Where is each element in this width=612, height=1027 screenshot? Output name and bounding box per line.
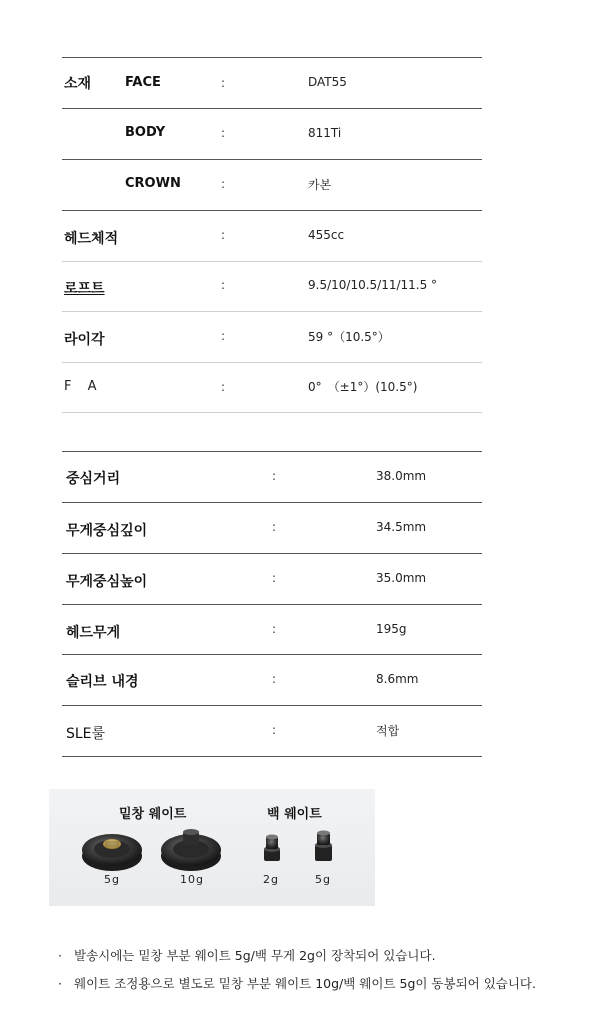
row-colon: : — [272, 723, 277, 737]
row-label: SLE룰 — [66, 726, 106, 742]
table-row — [62, 451, 482, 503]
back-weight-title: 백 웨이트 — [267, 807, 322, 822]
back-weight-5g-icon — [315, 831, 332, 862]
row-value: 59 °（10.5°） — [308, 330, 390, 344]
table-row — [62, 210, 482, 262]
row-label: 중심거리 — [66, 471, 121, 487]
weights-image — [49, 789, 375, 906]
bullet-icon: · — [58, 948, 62, 963]
row-colon: : — [272, 672, 277, 686]
table-row — [62, 705, 482, 757]
table-row — [62, 57, 482, 109]
row-value: 38.0mm — [376, 469, 427, 483]
back-weight-2g-icon — [264, 835, 280, 862]
weight-caption: 10g — [180, 873, 204, 886]
row-label: 헤드체적 — [64, 231, 119, 247]
table-row — [62, 159, 482, 211]
row-colon: : — [221, 76, 226, 90]
row-label: 소재 — [64, 76, 92, 92]
row-value: 811Ti — [308, 126, 342, 140]
row-sublabel: BODY — [125, 125, 166, 140]
table-row — [62, 261, 482, 312]
sole-weight-10g-icon — [161, 829, 221, 871]
row-colon: : — [272, 622, 277, 636]
row-label: 슬리브 내경 — [66, 674, 139, 690]
weight-caption: 2g — [263, 873, 279, 886]
weight-caption: 5g — [315, 873, 331, 886]
row-colon: : — [221, 278, 226, 292]
row-colon: : — [272, 469, 277, 483]
bullet-icon: · — [58, 976, 62, 991]
row-value: 34.5mm — [376, 520, 427, 534]
row-sublabel: FACE — [125, 75, 161, 90]
row-colon: : — [272, 520, 277, 534]
row-value: 0° （±1°）(10.5°) — [308, 380, 418, 394]
row-value: 8.6mm — [376, 672, 419, 686]
list-item — [58, 946, 436, 964]
note-text: 웨이트 조정용으로 별도로 밑창 부분 웨이트 10g/백 웨이트 5g이 동봉되어 있습니다. — [74, 976, 536, 991]
weight-caption: 5g — [104, 873, 120, 886]
row-value: 적합 — [376, 724, 400, 738]
row-value: 35.0mm — [376, 571, 427, 585]
row-colon: : — [221, 329, 226, 343]
sole-weight-title: 밑창 웨이트 — [119, 807, 187, 822]
row-colon: : — [221, 380, 226, 394]
sole-weight-5g-icon — [82, 834, 142, 871]
row-value: 카본 — [308, 178, 332, 192]
row-label: F A — [64, 379, 103, 394]
row-label: 라이각 — [64, 332, 105, 348]
row-colon: : — [221, 228, 226, 242]
row-value: 195g — [376, 622, 407, 636]
table-row — [62, 502, 482, 554]
row-label: 무게중심깊이 — [66, 523, 148, 539]
row-value: DAT55 — [308, 75, 347, 89]
table-row — [62, 362, 482, 413]
row-value: 9.5/10/10.5/11/11.5 ° — [308, 278, 438, 292]
table-row — [62, 108, 482, 160]
row-value: 455cc — [308, 228, 345, 242]
row-colon: : — [221, 177, 226, 191]
row-label: 헤드무게 — [66, 625, 121, 641]
row-label: 무게중심높이 — [66, 574, 148, 590]
table-row — [62, 311, 482, 363]
table-row — [62, 553, 482, 605]
row-colon: : — [272, 571, 277, 585]
table-row — [62, 654, 482, 706]
table-row — [62, 604, 482, 655]
note-text: 발송시에는 밑창 부분 웨이트 5g/백 무게 2g이 장착되어 있습니다. — [74, 948, 436, 963]
weights-illustration — [49, 789, 375, 906]
row-sublabel: CROWN — [125, 176, 181, 191]
row-label: 로프트 — [64, 281, 105, 297]
row-colon: : — [221, 126, 226, 140]
list-item — [58, 974, 536, 992]
